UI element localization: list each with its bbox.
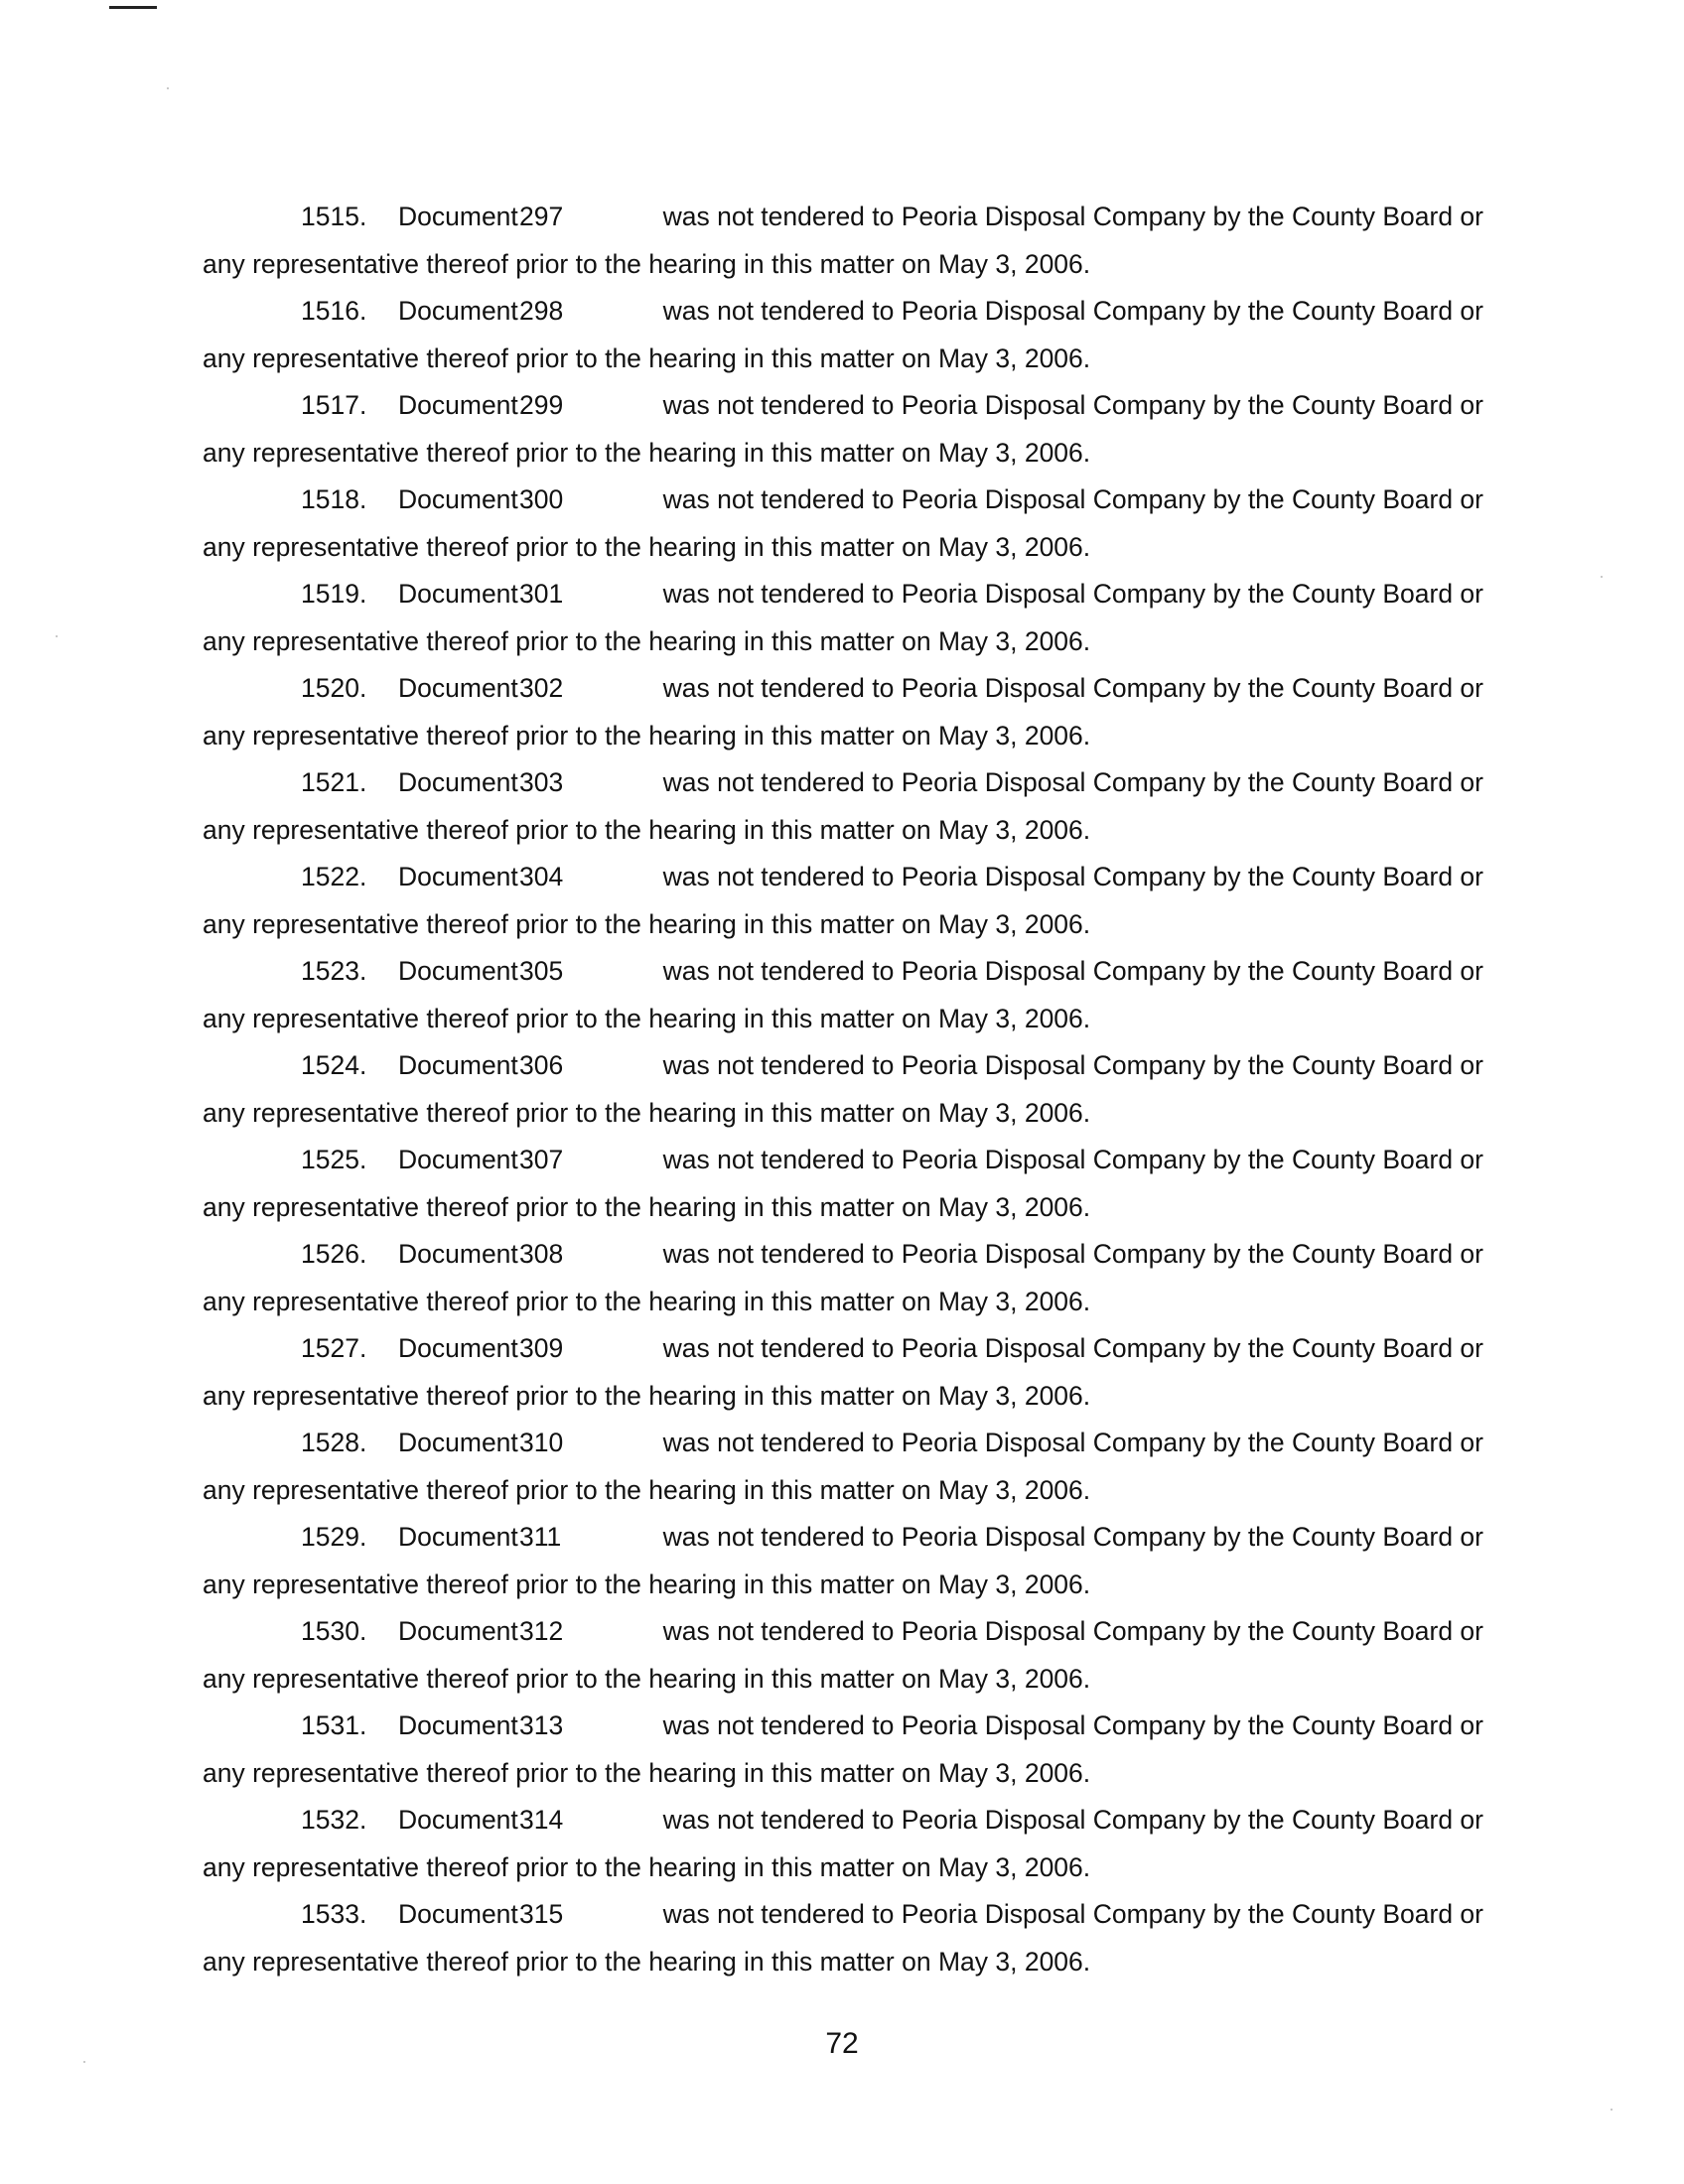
paragraph-first-line (203, 194, 1483, 241)
document-word: Document (398, 484, 518, 514)
paragraph-lead (301, 1231, 581, 1279)
document-word: Document (398, 1050, 518, 1080)
numbered-paragraph (203, 194, 1483, 288)
document-word: Document (398, 1805, 518, 1835)
document-word: Document (398, 767, 518, 797)
paragraph-lead (301, 1420, 581, 1467)
paragraph-list (203, 194, 1483, 1985)
paragraph-number: 1526. (301, 1239, 367, 1269)
document-word: Document (398, 579, 518, 609)
paragraph-text-second-line: any representative thereof prior to the hearing in this matter on May 3, 2006. (203, 1569, 1091, 1599)
paragraph-text-second-line: any representative thereof prior to the hearing in this matter on May 3, 2006. (203, 531, 1091, 562)
document-word: Document (398, 1428, 518, 1457)
page-number: 72 (825, 2027, 859, 2060)
paragraph-text-first-line: was not tendered to Peoria Disposal Company by the County Board or (662, 1616, 1483, 1646)
paragraph-first-line (203, 1137, 1483, 1184)
document-number: 307 (519, 1145, 564, 1174)
document-number: 308 (519, 1239, 564, 1269)
numbered-paragraph (203, 1514, 1483, 1608)
paragraph-text-second-line: any representative thereof prior to the hearing in this matter on May 3, 2006. (203, 1097, 1091, 1128)
document-word: Document (398, 673, 518, 703)
numbered-paragraph (203, 1137, 1483, 1231)
document-word: Document (398, 296, 518, 326)
paragraph-text-second-line: any representative thereof prior to the hearing in this matter on May 3, 2006. (203, 908, 1091, 939)
scan-speck (167, 87, 169, 89)
paragraph-text-first-line: was not tendered to Peoria Disposal Company by the County Board or (662, 1239, 1483, 1269)
paragraph-lead (301, 571, 581, 618)
paragraph-lead (301, 1891, 581, 1939)
paragraph-first-line (203, 382, 1483, 430)
numbered-paragraph (203, 288, 1483, 382)
document-number: 313 (519, 1710, 564, 1740)
numbered-paragraph (203, 948, 1483, 1042)
numbered-paragraph (203, 477, 1483, 571)
paragraph-lead (301, 194, 581, 241)
paragraph-text-first-line: was not tendered to Peoria Disposal Company by the County Board or (662, 390, 1483, 420)
document-number: 309 (519, 1333, 564, 1363)
document-word: Document (398, 862, 518, 891)
document-number: 310 (519, 1428, 564, 1457)
paragraph-text-first-line: was not tendered to Peoria Disposal Company by the County Board or (662, 484, 1483, 514)
paragraph-lead (301, 382, 581, 430)
paragraph-text-second-line: any representative thereof prior to the hearing in this matter on May 3, 2006. (203, 1003, 1091, 1033)
paragraph-first-line (203, 854, 1483, 901)
paragraph-number: 1524. (301, 1050, 367, 1080)
paragraph-lead (301, 1703, 581, 1750)
scan-corner-mark (109, 6, 157, 9)
numbered-paragraph (203, 854, 1483, 948)
paragraph-lead (301, 759, 581, 807)
paragraph-number: 1523. (301, 956, 367, 986)
scan-speck (1601, 576, 1603, 578)
document-number: 301 (519, 579, 564, 609)
paragraph-text-second-line: any representative thereof prior to the hearing in this matter on May 3, 2006. (203, 1851, 1091, 1882)
paragraph-first-line (203, 1514, 1483, 1562)
paragraph-first-line (203, 948, 1483, 996)
paragraph-lead (301, 1608, 581, 1656)
document-word: Document (398, 1710, 518, 1740)
paragraph-text-second-line: any representative thereof prior to the hearing in this matter on May 3, 2006. (203, 1946, 1091, 1977)
document-word: Document (398, 202, 518, 231)
paragraph-number: 1530. (301, 1616, 367, 1646)
paragraph-first-line (203, 1042, 1483, 1090)
document-word: Document (398, 1899, 518, 1929)
paragraph-lead (301, 1514, 581, 1562)
document-number: 312 (519, 1616, 564, 1646)
paragraph-lead (301, 477, 581, 524)
paragraph-number: 1519. (301, 579, 367, 609)
scan-speck (83, 2061, 85, 2063)
paragraph-text-first-line: was not tendered to Peoria Disposal Company by the County Board or (662, 673, 1483, 703)
paragraph-lead (301, 288, 581, 336)
paragraph-text-first-line: was not tendered to Peoria Disposal Company by the County Board or (662, 1522, 1483, 1552)
document-number: 306 (519, 1050, 564, 1080)
paragraph-text-first-line: was not tendered to Peoria Disposal Company by the County Board or (662, 1899, 1483, 1929)
paragraph-text-second-line: any representative thereof prior to the hearing in this matter on May 3, 2006. (203, 720, 1091, 751)
numbered-paragraph (203, 1891, 1483, 1985)
numbered-paragraph (203, 759, 1483, 854)
document-number: 305 (519, 956, 564, 986)
document-word: Document (398, 1616, 518, 1646)
paragraph-first-line (203, 1420, 1483, 1467)
paragraph-number: 1528. (301, 1428, 367, 1457)
numbered-paragraph (203, 571, 1483, 665)
paragraph-text-first-line: was not tendered to Peoria Disposal Company by the County Board or (662, 956, 1483, 986)
paragraph-lead (301, 1042, 581, 1090)
document-number: 302 (519, 673, 564, 703)
document-number: 299 (519, 390, 564, 420)
numbered-paragraph (203, 1042, 1483, 1137)
paragraph-text-second-line: any representative thereof prior to the hearing in this matter on May 3, 2006. (203, 1286, 1091, 1316)
paragraph-text-second-line: any representative thereof prior to the hearing in this matter on May 3, 2006. (203, 625, 1091, 656)
paragraph-number: 1527. (301, 1333, 367, 1363)
numbered-paragraph (203, 1797, 1483, 1891)
paragraph-number: 1518. (301, 484, 367, 514)
document-number: 297 (519, 202, 564, 231)
paragraph-text-first-line: was not tendered to Peoria Disposal Company by the County Board or (662, 1145, 1483, 1174)
paragraph-lead (301, 1137, 581, 1184)
paragraph-text-first-line: was not tendered to Peoria Disposal Company by the County Board or (662, 1805, 1483, 1835)
paragraph-first-line (203, 1797, 1483, 1844)
paragraph-text-first-line: was not tendered to Peoria Disposal Company by the County Board or (662, 202, 1483, 231)
numbered-paragraph (203, 1608, 1483, 1703)
paragraph-number: 1521. (301, 767, 367, 797)
paragraph-text-first-line: was not tendered to Peoria Disposal Company by the County Board or (662, 1050, 1483, 1080)
paragraph-number: 1532. (301, 1805, 367, 1835)
paragraph-text-second-line: any representative thereof prior to the hearing in this matter on May 3, 2006. (203, 248, 1091, 279)
document-number: 303 (519, 767, 564, 797)
paragraph-first-line (203, 1891, 1483, 1939)
document-word: Document (398, 1522, 518, 1552)
paragraph-lead (301, 1797, 581, 1844)
numbered-paragraph (203, 665, 1483, 759)
paragraph-text-first-line: was not tendered to Peoria Disposal Company by the County Board or (662, 579, 1483, 609)
paragraph-first-line (203, 665, 1483, 713)
paragraph-lead (301, 948, 581, 996)
paragraph-number: 1533. (301, 1899, 367, 1929)
paragraph-text-first-line: was not tendered to Peoria Disposal Company by the County Board or (662, 862, 1483, 891)
document-number: 314 (519, 1805, 564, 1835)
document-word: Document (398, 1145, 518, 1174)
paragraph-first-line (203, 477, 1483, 524)
paragraph-number: 1516. (301, 296, 367, 326)
numbered-paragraph (203, 1420, 1483, 1514)
paragraph-text-first-line: was not tendered to Peoria Disposal Company by the County Board or (662, 1428, 1483, 1457)
paragraph-text-first-line: was not tendered to Peoria Disposal Company by the County Board or (662, 296, 1483, 326)
document-word: Document (398, 1333, 518, 1363)
numbered-paragraph (203, 1325, 1483, 1420)
paragraph-text-first-line: was not tendered to Peoria Disposal Company by the County Board or (662, 767, 1483, 797)
document-number: 300 (519, 484, 564, 514)
paragraph-text-first-line: was not tendered to Peoria Disposal Company by the County Board or (662, 1710, 1483, 1740)
scan-speck (1611, 2109, 1613, 2111)
document-number: 304 (519, 862, 564, 891)
paragraph-number: 1529. (301, 1522, 367, 1552)
document-number: 315 (519, 1899, 564, 1929)
numbered-paragraph (203, 1231, 1483, 1325)
paragraph-number: 1515. (301, 202, 367, 231)
document-word: Document (398, 1239, 518, 1269)
paragraph-number: 1517. (301, 390, 367, 420)
paragraph-text-second-line: any representative thereof prior to the hearing in this matter on May 3, 2006. (203, 1663, 1091, 1694)
paragraph-text-second-line: any representative thereof prior to the hearing in this matter on May 3, 2006. (203, 1191, 1091, 1222)
paragraph-number: 1531. (301, 1710, 367, 1740)
paragraph-first-line (203, 571, 1483, 618)
numbered-paragraph (203, 1703, 1483, 1797)
document-word: Document (398, 956, 518, 986)
paragraph-text-second-line: any representative thereof prior to the hearing in this matter on May 3, 2006. (203, 814, 1091, 845)
paragraph-first-line (203, 1325, 1483, 1373)
paragraph-first-line (203, 759, 1483, 807)
paragraph-number: 1525. (301, 1145, 367, 1174)
scan-speck (56, 635, 58, 637)
paragraph-lead (301, 665, 581, 713)
paragraph-text-second-line: any representative thereof prior to the hearing in this matter on May 3, 2006. (203, 1474, 1091, 1505)
numbered-paragraph (203, 382, 1483, 477)
paragraph-text-second-line: any representative thereof prior to the hearing in this matter on May 3, 2006. (203, 1380, 1091, 1411)
paragraph-text-second-line: any representative thereof prior to the hearing in this matter on May 3, 2006. (203, 1757, 1091, 1788)
paragraph-text-second-line: any representative thereof prior to the hearing in this matter on May 3, 2006. (203, 342, 1091, 373)
paragraph-first-line (203, 1703, 1483, 1750)
document-number: 298 (519, 296, 564, 326)
paragraph-text-second-line: any representative thereof prior to the hearing in this matter on May 3, 2006. (203, 437, 1091, 468)
document-word: Document (398, 390, 518, 420)
paragraph-first-line (203, 1608, 1483, 1656)
paragraph-lead (301, 854, 581, 901)
document-number: 311 (519, 1522, 562, 1552)
paragraph-first-line (203, 1231, 1483, 1279)
paragraph-number: 1520. (301, 673, 367, 703)
paragraph-first-line (203, 288, 1483, 336)
paragraph-lead (301, 1325, 581, 1373)
paragraph-text-first-line: was not tendered to Peoria Disposal Company by the County Board or (662, 1333, 1483, 1363)
paragraph-number: 1522. (301, 862, 367, 891)
